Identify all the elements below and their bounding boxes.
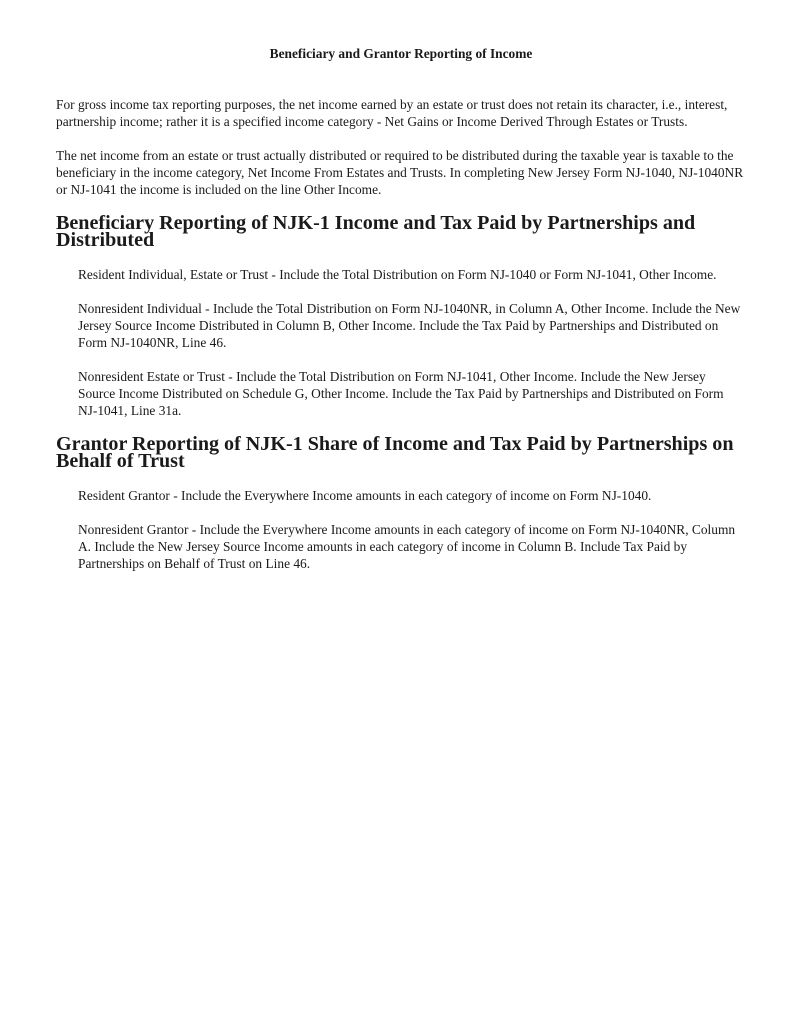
spacer <box>56 470 746 487</box>
spacer <box>56 62 746 96</box>
grantor-item-nonresident: Nonresident Grantor - Include the Everywhere Income amounts in each category of income on Form NJ-1040NR, Column A. Include the New Jersey Source Income amounts in each category of income in Column B. Include Tax Paid by Partnerships on Behalf of Trust on Line 46. <box>78 522 736 571</box>
grantor-item-resident: Resident Grantor - Include the Everywhere Income amounts in each category of income on Form NJ-1040. <box>78 488 652 503</box>
section-heading-grantor: Grantor Reporting of NJK-1 Share of Income and Tax Paid by Partnerships on Behalf of Trust <box>56 433 734 472</box>
section-grantor-reporting <box>56 433 746 572</box>
document-page <box>56 45 746 572</box>
intro-paragraph-2: The net income from an estate or trust actually distributed or required to be distributed during the taxable year is taxable to the beneficiary in the income category, Net Income From Estates and Trusts. In completing New Jersey Form NJ-1040, NJ-1040NR or NJ-1041 the income is included on the line Other Income. <box>56 148 744 197</box>
document-title: Beneficiary and Grantor Reporting of Income <box>269 46 533 61</box>
beneficiary-item-resident: Resident Individual, Estate or Trust - Include the Total Distribution on Form NJ-1040 or Form NJ-1041, Other Income. <box>78 267 717 282</box>
spacer <box>56 283 746 300</box>
section-beneficiary-reporting <box>56 212 746 436</box>
beneficiary-item-nonresident-individual: Nonresident Individual - Include the Total Distribution on Form NJ-1040NR, in Column A, Other Income. Include the New Jersey Source Income Distributed in Column B, Other Income. Include the Tax Paid by Partnerships and Distributed on Form NJ-1040NR, Line 46. <box>78 301 741 350</box>
section-heading-beneficiary: Beneficiary Reporting of NJK-1 Income and Tax Paid by Partnerships and Distributed <box>56 212 696 251</box>
beneficiary-item-nonresident-estate: Nonresident Estate or Trust - Include the Total Distribution on Form NJ-1041, Other Income. Include the New Jersey Source Income Distributed on Schedule G, Other Income. Include the Tax Paid by Partnerships and Distributed on Form NJ-1041, Line 31a. <box>78 369 724 418</box>
spacer <box>56 130 746 147</box>
spacer <box>56 249 746 266</box>
intro-paragraph-1: For gross income tax reporting purposes, the net income earned by an estate or trust does not retain its character, i.e., interest, partnership income; rather it is a specified income category - Net Gains or Income Derived Through Estates or Trusts. <box>56 97 728 129</box>
spacer <box>56 504 746 521</box>
spacer <box>56 351 746 368</box>
